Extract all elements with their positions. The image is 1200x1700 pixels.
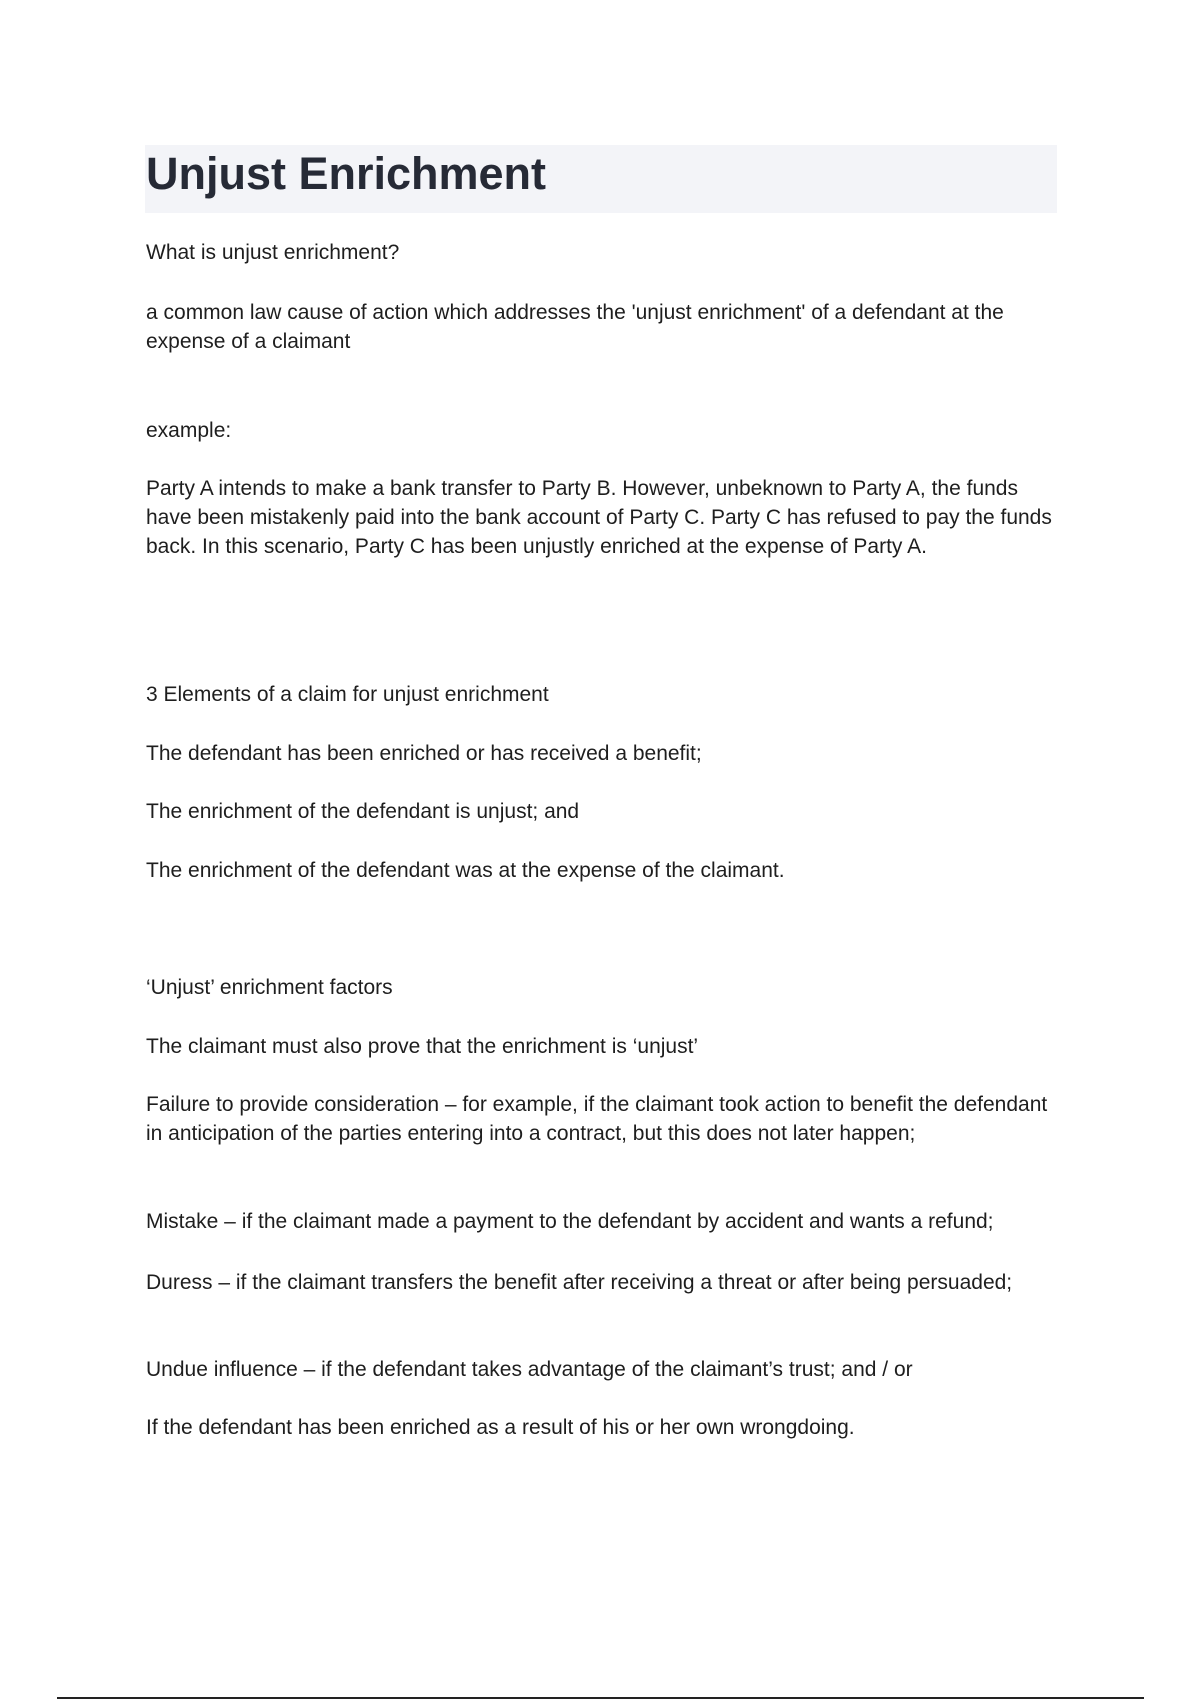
- example-paragraph: Party A intends to make a bank transfer to Party B. However, unbeknown to Party A, the funds have been mistakenly paid into the bank account of Party C. Party C has refused to pay the funds back. In this scenario, Party C has been unjustly enriched at the expense of Party A.: [146, 477, 1052, 558]
- factor-item-undue-influence: Undue influence – if the defendant takes advantage of the claimant’s trust; and / or: [146, 1358, 913, 1381]
- factors-intro: The claimant must also prove that the enrichment is ‘unjust’: [146, 1035, 699, 1058]
- factors-heading: ‘Unjust’ enrichment factors: [146, 976, 393, 999]
- element-item-2: The enrichment of the defendant is unjust; and: [146, 800, 580, 823]
- page-title: Unjust Enrichment: [146, 148, 547, 199]
- factor-item-wrongdoing: If the defendant has been enriched as a result of his or her own wrongdoing.: [146, 1416, 855, 1439]
- element-item-3: The enrichment of the defendant was at the expense of the claimant.: [146, 859, 785, 882]
- factor-item-mistake: Mistake – if the claimant made a payment to the defendant by accident and wants a refund;: [146, 1210, 994, 1233]
- question-heading: What is unjust enrichment?: [146, 241, 400, 264]
- factor-item-duress: Duress – if the claimant transfers the benefit after receiving a threat or after being persuaded;: [146, 1271, 1013, 1294]
- elements-heading: 3 Elements of a claim for unjust enrichment: [146, 683, 549, 706]
- factor-item-consideration: Failure to provide consideration – for example, if the claimant took action to benefit the defendant in anticipation of the parties entering into a contract, but this does not later happen;: [146, 1093, 1048, 1145]
- element-item-1: The defendant has been enriched or has received a benefit;: [146, 742, 702, 765]
- page-bottom-divider: [57, 1697, 1144, 1699]
- definition-paragraph: a common law cause of action which addresses the 'unjust enrichment' of a defendant at the expense of a claimant: [146, 301, 1004, 353]
- example-label: example:: [146, 419, 232, 442]
